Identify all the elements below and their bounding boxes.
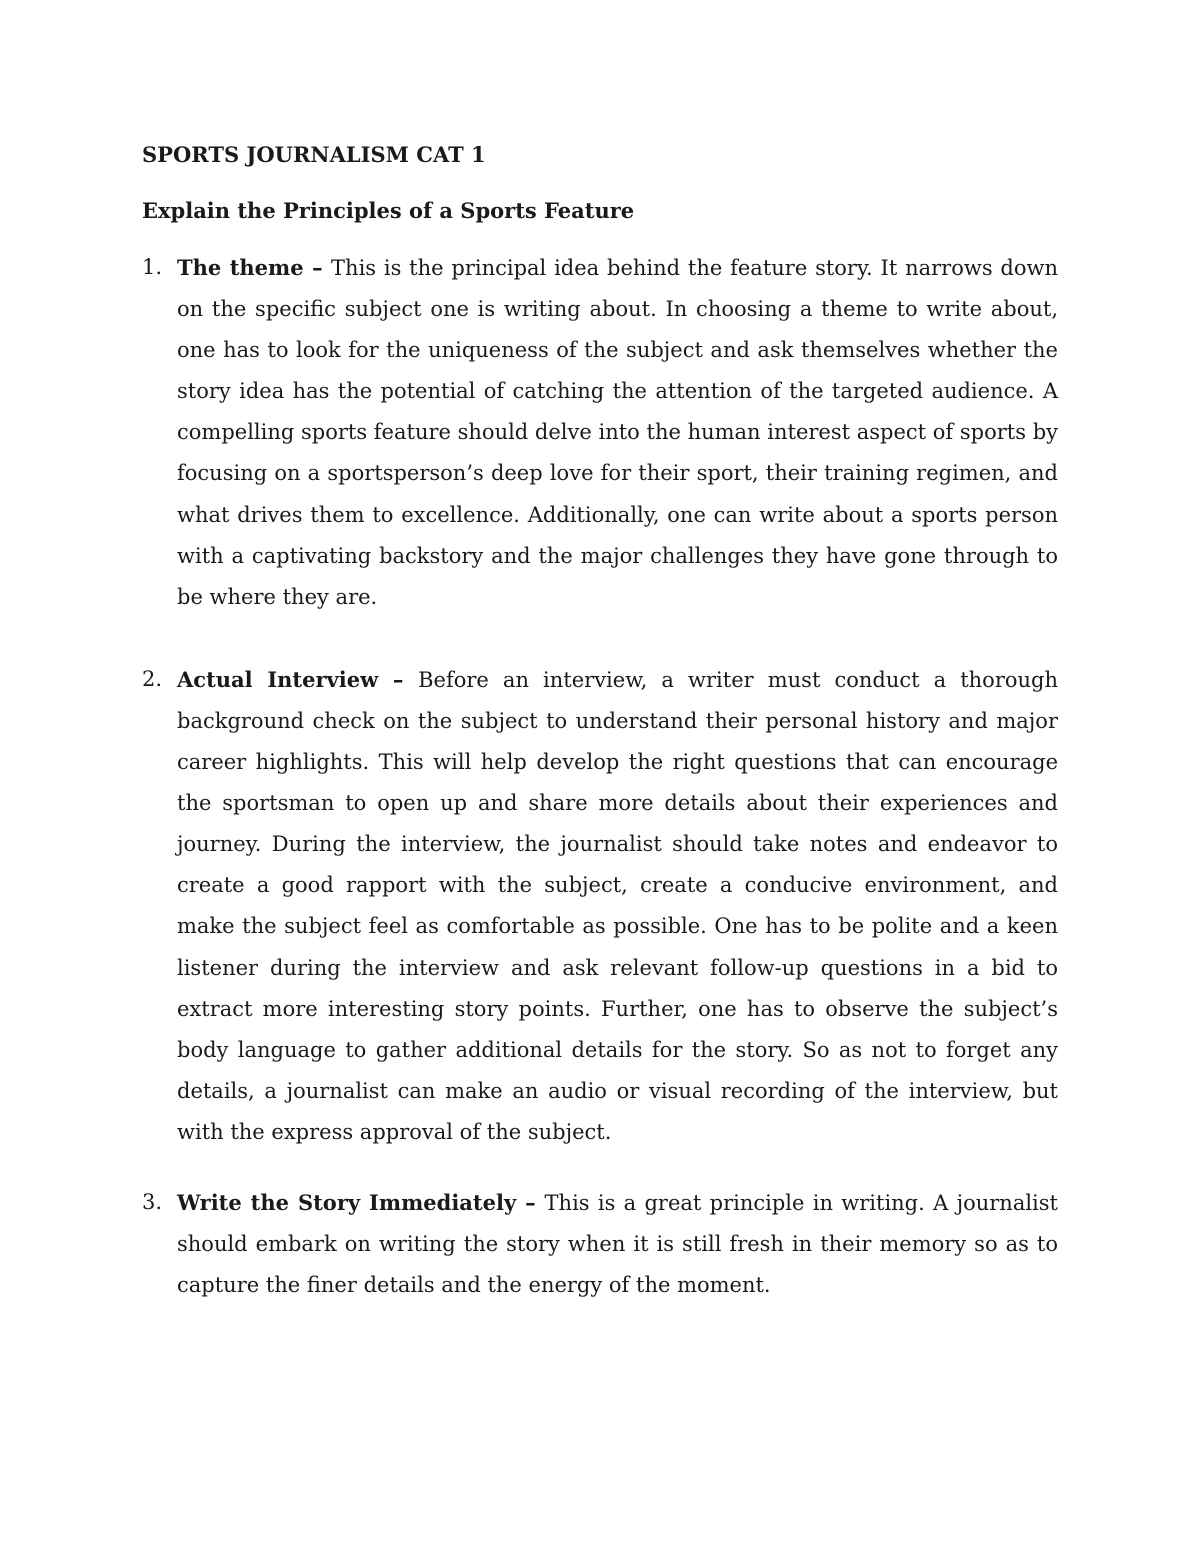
list-item-number: 2. — [142, 666, 163, 691]
list-item — [142, 659, 1058, 1153]
list-item-separator: – — [303, 255, 332, 280]
list-item-label: Write the Story Immediately — [177, 1189, 517, 1215]
list-item-number: 1. — [142, 255, 163, 279]
list-item-text: This is a great principle in writing. A journalist should embark on writing the story when it is still fresh in their memory so as to capture the finer details and the energy of the moment. — [177, 1190, 1058, 1298]
list-item-separator: – — [378, 666, 419, 692]
list-item-number: 3. — [142, 1189, 163, 1214]
list-item-text: This is the principal idea behind the feature story. It narrows down on the specific subject one is writing about. In choosing a theme to write about, one has to look for the uniqueness of the subject and ask themselves whether the story idea has the potential of catching the attention of the targeted audience. A compelling sports feature should delve into the human interest aspect of sports by focusing on a sportsperson’s deep love for their sport, their training regimen, and what drives them to excellence. Additionally, one can write about a sports person with a captivating backstory and the major challenges they have gone through to be where they are. — [177, 256, 1058, 609]
document-page — [142, 140, 1058, 1306]
list-item — [142, 247, 1058, 618]
list-item-text: Before an interview, a writer must conduct a thorough background check on the subject to understand their personal history and major career highlights. This will help develop the right questions that can encourage the sportsman to open up and share more details about their experiences and journey. During the interview, the journalist should take notes and endeavor to create a good rapport with the subject, create a conducive environment, and make the subject feel as comfortable as possible. One has to be polite and a keen listener during the interview and ask relevant follow-up questions in a bid to extract more interesting story points. Further, one has to observe the subject’s body language to gather additional details for the story. So as not to forget any details, a journalist can make an audio or visual recording of the interview, but with the express approval of the subject. — [177, 667, 1059, 1144]
list-item-label: Actual Interview — [177, 666, 379, 692]
document-subtitle: Explain the Principles of a Sports Feature — [142, 198, 635, 223]
list-item-separator: – — [516, 1189, 545, 1215]
document-title: SPORTS JOURNALISM CAT 1 — [142, 142, 486, 167]
list-item — [142, 1182, 1058, 1306]
list-item-label: The theme — [177, 255, 304, 280]
